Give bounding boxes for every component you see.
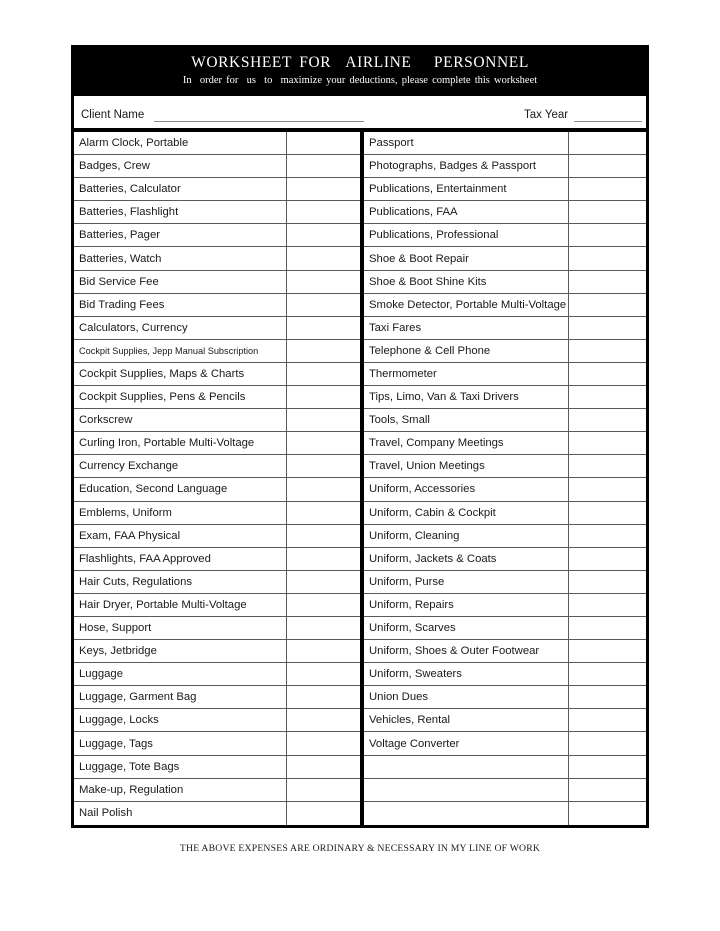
client-name-input[interactable] bbox=[154, 121, 364, 122]
expense-item-label: Calculators, Currency bbox=[79, 321, 188, 334]
expense-item-label: Luggage bbox=[79, 668, 123, 681]
expense-amount-input[interactable] bbox=[286, 502, 360, 524]
expense-amount-input[interactable] bbox=[568, 455, 646, 477]
expense-amount-input[interactable] bbox=[568, 409, 646, 431]
table-row bbox=[364, 340, 646, 363]
expense-item-label: Batteries, Flashlight bbox=[79, 206, 179, 219]
expense-item-label bbox=[364, 779, 568, 801]
expense-item-label: Voltage Converter bbox=[369, 737, 460, 750]
expense-item-label: Education, Second Language bbox=[79, 483, 228, 496]
worksheet-form bbox=[71, 45, 649, 828]
table-row bbox=[364, 201, 646, 224]
expense-amount-input[interactable] bbox=[568, 802, 646, 825]
table-row bbox=[364, 271, 646, 294]
table-row bbox=[74, 432, 360, 455]
expense-amount-input[interactable] bbox=[568, 432, 646, 454]
expense-amount-input[interactable] bbox=[568, 224, 646, 246]
expense-amount-input[interactable] bbox=[568, 617, 646, 639]
expense-item-label: Uniform, Scarves bbox=[369, 622, 456, 635]
expense-item-label: Luggage, Tote Bags bbox=[79, 760, 180, 773]
table-row bbox=[74, 709, 360, 732]
expense-item-label: Uniform, Repairs bbox=[369, 598, 454, 611]
expense-item-label: Hair Cuts, Regulations bbox=[79, 575, 193, 588]
expense-amount-input[interactable] bbox=[568, 779, 646, 801]
table-row bbox=[364, 455, 646, 478]
expense-item-label: Uniform, Purse bbox=[369, 575, 445, 588]
expense-amount-input[interactable] bbox=[568, 132, 646, 154]
expense-amount-input[interactable] bbox=[286, 732, 360, 754]
worksheet-title: WORKSHEET FOR AIRLINE PERSONNEL bbox=[191, 54, 529, 71]
expense-amount-input[interactable] bbox=[568, 709, 646, 731]
table-row bbox=[364, 686, 646, 709]
expense-amount-input[interactable] bbox=[286, 178, 360, 200]
expense-item-label: Publications, FAA bbox=[369, 206, 458, 219]
expense-column-left bbox=[74, 132, 360, 825]
expense-amount-input[interactable] bbox=[286, 247, 360, 269]
expense-item-label: Union Dues bbox=[369, 691, 429, 704]
expense-item-label: Corkscrew bbox=[79, 414, 133, 427]
table-row bbox=[364, 409, 646, 432]
expense-amount-input[interactable] bbox=[568, 478, 646, 500]
table-row bbox=[364, 571, 646, 594]
expense-item-label: Keys, Jetbridge bbox=[79, 645, 157, 658]
expense-amount-input[interactable] bbox=[286, 779, 360, 801]
expense-amount-input[interactable] bbox=[568, 571, 646, 593]
table-row bbox=[364, 247, 646, 270]
expense-amount-input[interactable] bbox=[286, 663, 360, 685]
table-row bbox=[364, 779, 646, 802]
expense-amount-input[interactable] bbox=[568, 525, 646, 547]
expense-item-label: Uniform, Jackets & Coats bbox=[369, 552, 497, 565]
expense-item-label: Cockpit Supplies, Pens & Pencils bbox=[79, 391, 246, 404]
table-row bbox=[364, 548, 646, 571]
expense-amount-input[interactable] bbox=[568, 386, 646, 408]
expense-item-label: Publications, Entertainment bbox=[369, 183, 507, 196]
expense-item-label: Currency Exchange bbox=[79, 460, 179, 473]
table-row bbox=[364, 317, 646, 340]
expense-item-label: Alarm Clock, Portable bbox=[79, 137, 189, 150]
expense-amount-input[interactable] bbox=[286, 363, 360, 385]
expense-item-label: Tools, Small bbox=[369, 414, 430, 427]
expense-item-label: Badges, Crew bbox=[79, 160, 150, 173]
expense-column-right bbox=[364, 132, 646, 825]
table-row bbox=[74, 363, 360, 386]
table-row bbox=[74, 340, 360, 363]
table-row bbox=[364, 709, 646, 732]
expense-amount-input[interactable] bbox=[286, 432, 360, 454]
table-row bbox=[364, 732, 646, 755]
table-row bbox=[74, 155, 360, 178]
expense-amount-input[interactable] bbox=[286, 317, 360, 339]
table-row bbox=[74, 455, 360, 478]
expense-amount-input[interactable] bbox=[286, 594, 360, 616]
expense-amount-input[interactable] bbox=[568, 594, 646, 616]
table-row bbox=[74, 686, 360, 709]
expense-amount-input[interactable] bbox=[568, 663, 646, 685]
table-row bbox=[364, 294, 646, 317]
client-info-strip bbox=[74, 94, 646, 132]
expense-item-label: Emblems, Uniform bbox=[79, 506, 172, 519]
expense-amount-input[interactable] bbox=[286, 756, 360, 778]
table-row bbox=[364, 756, 646, 779]
expense-item-label: Batteries, Pager bbox=[79, 229, 161, 242]
table-row bbox=[74, 317, 360, 340]
expense-item-label: Passport bbox=[369, 137, 414, 150]
expense-item-label: Exam, FAA Physical bbox=[79, 529, 181, 542]
table-row bbox=[364, 155, 646, 178]
expense-amount-input[interactable] bbox=[286, 294, 360, 316]
expense-item-label: Taxi Fares bbox=[369, 321, 422, 334]
expense-amount-input[interactable] bbox=[568, 155, 646, 177]
expense-amount-input[interactable] bbox=[286, 132, 360, 154]
expense-item-label: Bid Service Fee bbox=[79, 275, 159, 288]
expense-amount-input[interactable] bbox=[286, 571, 360, 593]
expense-amount-input[interactable] bbox=[286, 478, 360, 500]
expense-item-label: Tips, Limo, Van & Taxi Drivers bbox=[369, 391, 519, 404]
expense-item-label: Hose, Support bbox=[79, 622, 152, 635]
table-row bbox=[364, 663, 646, 686]
table-row bbox=[74, 478, 360, 501]
expense-amount-input[interactable] bbox=[286, 201, 360, 223]
expense-item-label: Nail Polish bbox=[79, 807, 133, 820]
expense-amount-input[interactable] bbox=[568, 317, 646, 339]
expense-amount-input[interactable] bbox=[286, 686, 360, 708]
table-row bbox=[364, 802, 646, 825]
expense-item-label: Telephone & Cell Phone bbox=[369, 344, 491, 357]
expense-amount-input[interactable] bbox=[286, 224, 360, 246]
expense-item-label: Smoke Detector, Portable Multi-Voltage bbox=[369, 298, 567, 311]
expense-amount-input[interactable] bbox=[568, 548, 646, 570]
expense-item-label: Flashlights, FAA Approved bbox=[79, 552, 211, 565]
footer-statement: THE ABOVE EXPENSES ARE ORDINARY & NECESSARY IN MY LINE OF WORK bbox=[179, 843, 541, 854]
expense-amount-input[interactable] bbox=[286, 386, 360, 408]
expense-item-label: Shoe & Boot Repair bbox=[369, 252, 469, 265]
expense-amount-input[interactable] bbox=[568, 294, 646, 316]
table-row bbox=[364, 640, 646, 663]
expense-amount-input[interactable] bbox=[286, 340, 360, 362]
expense-item-label: Uniform, Accessories bbox=[369, 483, 476, 496]
table-row bbox=[74, 201, 360, 224]
table-row bbox=[74, 224, 360, 247]
expense-item-label: Batteries, Watch bbox=[79, 252, 162, 265]
expense-item-label: Thermometer bbox=[369, 368, 437, 380]
table-row bbox=[74, 247, 360, 270]
table-row bbox=[74, 594, 360, 617]
expense-amount-input[interactable] bbox=[568, 732, 646, 754]
expense-amount-input[interactable] bbox=[568, 271, 646, 293]
table-row bbox=[74, 294, 360, 317]
table-row bbox=[364, 525, 646, 548]
table-row bbox=[74, 732, 360, 755]
expense-amount-input[interactable] bbox=[568, 247, 646, 269]
expense-item-label: Cockpit Supplies, Jepp Manual Subscription bbox=[79, 345, 259, 356]
table-row bbox=[74, 178, 360, 201]
table-row bbox=[74, 756, 360, 779]
expense-amount-input[interactable] bbox=[568, 502, 646, 524]
table-row bbox=[364, 224, 646, 247]
table-row bbox=[74, 502, 360, 525]
expense-item-label: Uniform, Sweaters bbox=[369, 668, 462, 681]
expense-item-label: Bid Trading Fees bbox=[79, 298, 165, 311]
tax-year-label: Tax Year bbox=[524, 109, 569, 122]
expense-item-label: Cockpit Supplies, Maps & Charts bbox=[79, 368, 245, 380]
tax-year-input[interactable] bbox=[574, 121, 642, 122]
expense-amount-input[interactable] bbox=[568, 178, 646, 200]
table-row bbox=[74, 409, 360, 432]
expense-item-label: Vehicles, Rental bbox=[369, 714, 451, 727]
table-row bbox=[74, 640, 360, 663]
expense-item-label: Luggage, Locks bbox=[79, 714, 159, 727]
expense-item-label: Uniform, Cleaning bbox=[369, 529, 460, 542]
table-row bbox=[74, 525, 360, 548]
expense-item-label: Make-up, Regulation bbox=[79, 783, 184, 796]
table-row bbox=[364, 594, 646, 617]
expense-amount-input[interactable] bbox=[286, 802, 360, 825]
table-row bbox=[364, 432, 646, 455]
expense-table bbox=[74, 132, 646, 825]
table-row bbox=[364, 386, 646, 409]
expense-amount-input[interactable] bbox=[568, 640, 646, 662]
table-row bbox=[74, 271, 360, 294]
table-row bbox=[364, 178, 646, 201]
table-row bbox=[364, 363, 646, 386]
expense-item-label: Luggage, Tags bbox=[79, 737, 153, 750]
table-row bbox=[74, 617, 360, 640]
expense-item-label bbox=[364, 802, 568, 825]
table-row bbox=[364, 502, 646, 525]
expense-item-label: Publications, Professional bbox=[369, 229, 499, 242]
expense-item-label: Travel, Union Meetings bbox=[369, 460, 485, 473]
expense-item-label: Curling Iron, Portable Multi-Voltage bbox=[79, 437, 255, 450]
table-row bbox=[74, 548, 360, 571]
expense-amount-input[interactable] bbox=[286, 709, 360, 731]
table-row bbox=[74, 663, 360, 686]
expense-item-label: Uniform, Cabin & Cockpit bbox=[369, 506, 496, 519]
expense-item-label: Shoe & Boot Shine Kits bbox=[369, 275, 487, 288]
table-row bbox=[74, 571, 360, 594]
table-row bbox=[74, 802, 360, 825]
expense-amount-input[interactable] bbox=[568, 756, 646, 778]
table-row bbox=[74, 132, 360, 155]
expense-amount-input[interactable] bbox=[568, 340, 646, 362]
table-row bbox=[74, 779, 360, 802]
client-name-label: Client Name bbox=[81, 109, 145, 122]
expense-item-label: Photographs, Badges & Passport bbox=[369, 160, 537, 173]
table-row bbox=[364, 478, 646, 501]
expense-amount-input[interactable] bbox=[286, 617, 360, 639]
expense-amount-input[interactable] bbox=[286, 271, 360, 293]
expense-amount-input[interactable] bbox=[286, 640, 360, 662]
table-row bbox=[364, 617, 646, 640]
worksheet-header-banner bbox=[74, 48, 646, 94]
table-row bbox=[74, 386, 360, 409]
expense-item-label bbox=[364, 756, 568, 778]
expense-amount-input[interactable] bbox=[568, 201, 646, 223]
expense-item-label: Luggage, Garment Bag bbox=[79, 691, 197, 704]
expense-amount-input[interactable] bbox=[286, 155, 360, 177]
expense-amount-input[interactable] bbox=[286, 525, 360, 547]
worksheet-subtitle: In order for us to maximize your deductions, please complete this worksheet bbox=[182, 75, 538, 87]
expense-amount-input[interactable] bbox=[568, 686, 646, 708]
expense-item-label: Uniform, Shoes & Outer Footwear bbox=[369, 645, 540, 658]
expense-item-label: Batteries, Calculator bbox=[79, 183, 181, 196]
expense-item-label: Hair Dryer, Portable Multi-Voltage bbox=[79, 598, 247, 611]
expense-item-label: Travel, Company Meetings bbox=[369, 437, 504, 450]
expense-amount-input[interactable] bbox=[286, 548, 360, 570]
table-row bbox=[364, 132, 646, 155]
expense-amount-input[interactable] bbox=[286, 455, 360, 477]
expense-amount-input[interactable] bbox=[568, 363, 646, 385]
expense-amount-input[interactable] bbox=[286, 409, 360, 431]
